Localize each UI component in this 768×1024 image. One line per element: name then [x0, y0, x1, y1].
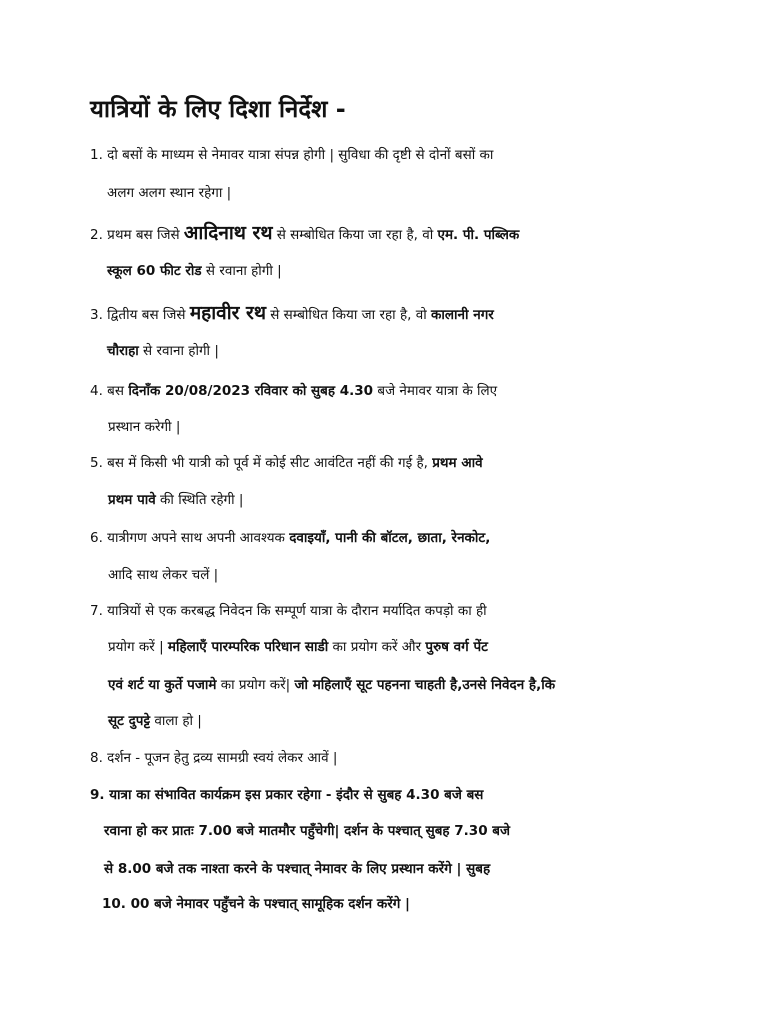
- emphasis-text: कालानी नगर: [431, 307, 494, 323]
- instruction-line: [90, 747, 337, 769]
- emphasis-text: स्कूल 60 फीट रोड: [107, 263, 202, 279]
- text-segment: अलग अलग स्थान रहेगा |: [107, 185, 232, 201]
- text-segment: 8. दर्शन - पूजन हेतु द्रव्य सामग्री स्वयं लेकर आवें |: [90, 750, 338, 766]
- text-segment: का प्रयोग करें|: [216, 677, 295, 693]
- text-segment: आदि साथ लेकर चलें |: [108, 567, 219, 583]
- emphasis-text: दवाइयाँ, पानी की बॉटल, छाता, रेनकोट,: [289, 530, 491, 546]
- emphasis-text: महिलाएँ पारम्परिक परिधान साडी: [167, 639, 329, 655]
- text-segment: 5. बस में किसी भी यात्री को पूर्व में कोई सीट आवंटित नहीं की गई है,: [90, 455, 433, 471]
- emphasis-text: जो महिलाएँ सूट पहनना चाहती है,उनसे निवेदन है,कि: [294, 677, 556, 693]
- instruction-line: [90, 144, 493, 166]
- text-segment: प्रयोग करें |: [108, 639, 168, 655]
- emphasis-text: महावीर रथ: [189, 302, 266, 324]
- emphasis-text: प्रथम पावे: [108, 492, 156, 508]
- text-segment: का प्रयोग करें और: [328, 639, 426, 655]
- emphasis-text: दिनाँक 20/08/2023 रविवार को सुबह 4.30: [128, 383, 374, 399]
- emphasis-text: 10. 00 बजे नेमावर पहुँचने के पश्चात् सामूहिक दर्शन करेंगे |: [102, 896, 410, 912]
- text-segment: वाला हो |: [150, 713, 202, 729]
- text-segment: 2. प्रथम बस जिसे: [90, 227, 184, 243]
- instruction-line: [108, 674, 555, 696]
- instruction-line: [90, 302, 494, 326]
- instruction-line: [90, 784, 483, 806]
- instruction-line: [90, 527, 490, 549]
- instruction-line: [108, 489, 243, 511]
- instruction-line: [104, 820, 510, 842]
- instruction-line: [108, 564, 218, 586]
- emphasis-text: आदिनाथ रथ: [183, 222, 273, 244]
- emphasis-text: रवाना हो कर प्रातः 7.00 बजे मातमौर पहुँचेगी| दर्शन के पश्चात् सुबह 7.30 बजे: [104, 823, 511, 839]
- text-segment: 4. बस: [90, 383, 129, 399]
- emphasis-text: एम. पी. पब्लिक: [437, 227, 520, 243]
- text-segment: की स्थिति रहेगी |: [155, 492, 244, 508]
- instruction-line: [90, 452, 483, 474]
- instruction-line: [107, 340, 219, 362]
- text-segment: से सम्बोधित किया जा रहा है, वो: [265, 307, 431, 323]
- text-segment: से रवाना होगी |: [138, 343, 219, 359]
- instruction-line: [90, 380, 497, 402]
- emphasis-text: से 8.00 बजे तक नाश्ता करने के पश्चात् नेमावर के लिए प्रस्थान करेंगे | सुबह: [104, 861, 491, 877]
- emphasis-text: सूट दुपट्टे: [108, 713, 151, 729]
- instruction-line: [107, 182, 231, 204]
- emphasis-text: 9. यात्रा का संभावित कार्यक्रम इस प्रकार रहेगा - इंदौर से सुबह 4.30 बजे बस: [90, 787, 484, 803]
- instruction-line: [108, 416, 180, 438]
- emphasis-text: पुरुष वर्ग पेंट: [425, 639, 488, 655]
- text-segment: 3. द्वितीय बस जिसे: [90, 307, 190, 323]
- instruction-line: [90, 222, 519, 246]
- instruction-line: [108, 636, 488, 658]
- instruction-line: [107, 260, 282, 282]
- instruction-line: [104, 858, 490, 880]
- text-segment: से रवाना होगी |: [201, 263, 282, 279]
- text-segment: 7. यात्रियों से एक करबद्ध निवेदन कि सम्पूर्ण यात्रा के दौरान मर्यादित कपड़ो का ही: [90, 603, 487, 619]
- emphasis-text: एवं शर्ट या कुर्ते पजामे: [108, 677, 217, 693]
- text-segment: प्रस्थान करेगी |: [108, 419, 181, 435]
- text-segment: बजे नेमावर यात्रा के लिए: [373, 383, 498, 399]
- instruction-line: [102, 893, 410, 915]
- document-title: यात्रियों के लिए दिशा निर्देश -: [90, 95, 346, 123]
- emphasis-text: प्रथम आवे: [432, 455, 483, 471]
- instruction-line: [90, 600, 487, 622]
- text-segment: से सम्बोधित किया जा रहा है, वो: [272, 227, 438, 243]
- text-segment: 6. यात्रीगण अपने साथ अपनी आवश्यक: [90, 530, 290, 546]
- instruction-line: [108, 710, 202, 732]
- text-segment: 1. दो बसों के माध्यम से नेमावर यात्रा संपन्न होगी | सुविधा की दृष्टी से दोनों बसों का: [90, 147, 494, 163]
- emphasis-text: चौराहा: [107, 343, 139, 359]
